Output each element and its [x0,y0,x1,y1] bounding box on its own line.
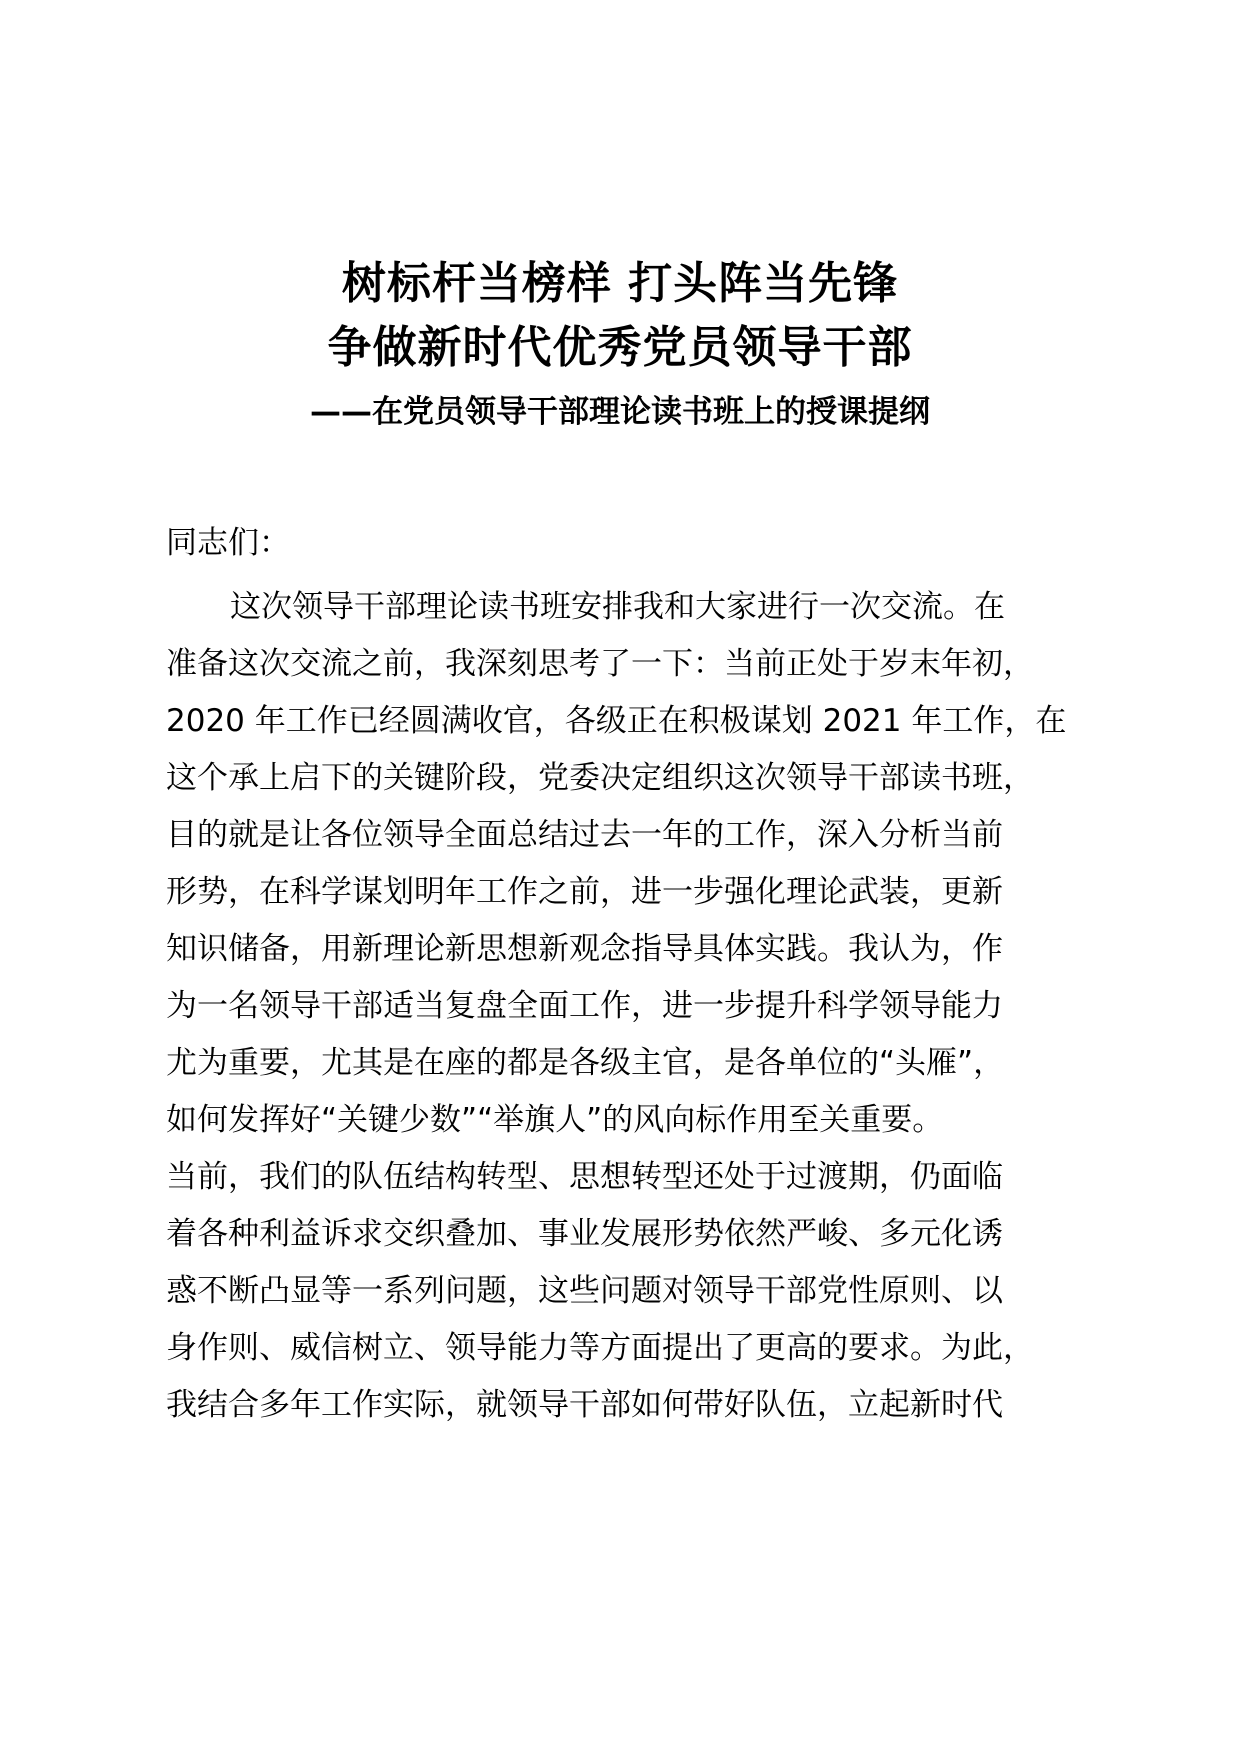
paragraph-line: 这次领导干部理论读书班安排我和大家进行一次交流。在 [230,589,1005,625]
paragraph-line: 身作则、威信树立、领导能力等方面提出了更高的要求。为此， [166,1330,1034,1366]
document-title-line-2: 争做新时代优秀党员领导干部 [327,322,913,373]
paragraph-line: 尤为重要，尤其是在座的都是各级主官，是各单位的“头雁”， [166,1045,1005,1081]
paragraph-line: 着各种利益诉求交织叠加、事业发展形势依然严峻、多元化诱 [166,1216,1003,1252]
salutation: 同志们： [166,525,290,561]
document-title-line-1: 树标杆当榜样 打头阵当先锋 [341,258,899,309]
paragraph-line: 如何发挥好“关键少数”“举旗人”的风向标作用至关重要。 [166,1102,944,1138]
paragraph-line: 我结合多年工作实际，就领导干部如何带好队伍，立起新时代 [166,1387,1003,1423]
paragraph-line: 为一名领导干部适当复盘全面工作，进一步提升科学领导能力 [166,988,1003,1024]
paragraph-line: 准备这次交流之前，我深刻思考了一下：当前正处于岁末年初， [166,646,1034,682]
paragraph-line: 惑不断凸显等一系列问题，这些问题对领导干部党性原则、以 [166,1273,1003,1309]
paragraph-line: 这个承上启下的关键阶段，党委决定组织这次领导干部读书班， [166,760,1034,796]
paragraph-line: 当前，我们的队伍结构转型、思想转型还处于过渡期，仍面临 [166,1159,1003,1195]
paragraph-line: 形势，在科学谋划明年工作之前，进一步强化理论武装，更新 [166,874,1003,910]
paragraph-line: 目的就是让各位领导全面总结过去一年的工作，深入分析当前 [166,817,1003,853]
paragraph-line: 知识储备，用新理论新思想新观念指导具体实践。我认为，作 [166,931,1003,967]
document-subtitle: ——在党员领导干部理论读书班上的授课提纲 [310,394,930,430]
paragraph-line: 2020 年工作已经圆满收官，各级正在积极谋划 2021 年工作，在 [166,703,1067,739]
